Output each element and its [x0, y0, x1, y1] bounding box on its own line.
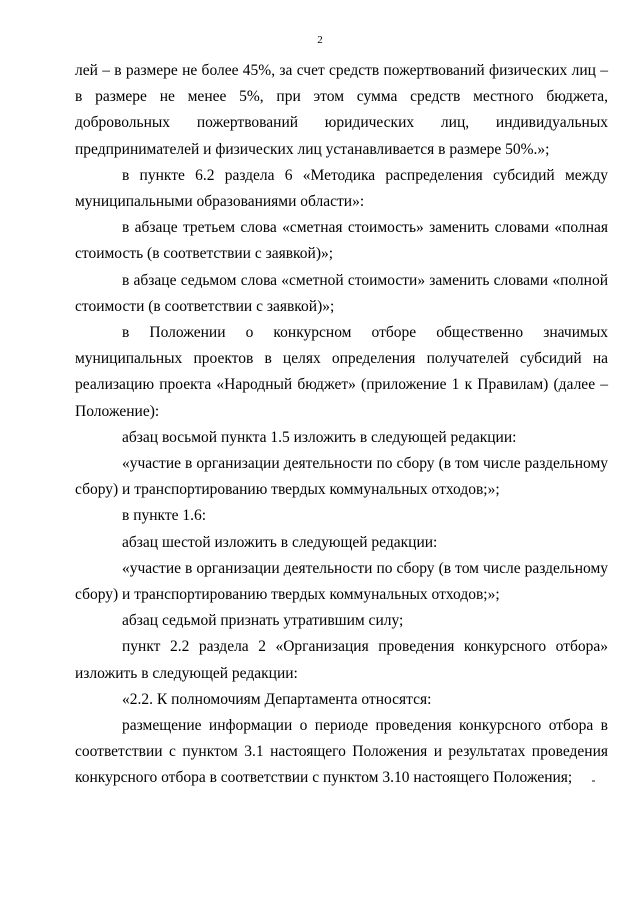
paragraph-quote: «участие в организации деятельности по сбору (в том числе раздельному сбору) и транспортированию твердых коммунальных отходов;»;	[75, 455, 608, 499]
paragraph-quote: «2.2. К полномочиям Департамента относятся:	[122, 690, 432, 708]
paragraph: в пункте 1.6:	[122, 507, 207, 525]
scan-artifact	[592, 780, 595, 782]
paragraph: абзац седьмой признать утратившим силу;	[122, 612, 404, 630]
paragraph-continuation: лей – в размере не более 45%, за счет средств пожертвований физических лиц – в размере не менее 5%, при этом сумма средств местного бюджета, добровольных пожертвований юридических лиц, индивидуальных предпринимателей и физических лиц устанавливается в размере 50%.»;	[75, 62, 608, 158]
page-number: 2	[317, 34, 323, 46]
paragraph: абзац восьмой пункта 1.5 изложить в следующей редакции:	[122, 428, 517, 446]
paragraph-quote: «участие в организации деятельности по сбору (в том числе раздельному сбору) и транспортированию твердых коммунальных отходов;»;	[75, 559, 608, 604]
paragraph: размещение информации о периоде проведения конкурсного отбора в соответствии с пунктом 3.1 настоящего Положения и результатах проведения конкурсного отбора в соответствии с пунктом 3.10 настоящего Положения;	[75, 717, 608, 787]
paragraph: в абзаце третьем слова «сметная стоимость» заменить словами «полная стоимость (в соответствии с заявкой)»;	[75, 219, 608, 263]
document-body	[75, 58, 608, 792]
paragraph: пункт 2.2 раздела 2 «Организация проведения конкурсного отбора» изложить в следующей редакции:	[75, 638, 608, 682]
paragraph: в абзаце седьмом слова «сметной стоимости» заменить словами «полной стоимости (в соответствии с заявкой)»;	[75, 271, 608, 315]
paragraph: в Положении о конкурсном отборе общественно значимых муниципальных проектов в целях определения получателей субсидий на реализацию проекта «Народный бюджет» (приложение 1 к Правилам) (далее – Положение):	[75, 324, 608, 420]
paragraph: абзац шестой изложить в следующей редакции:	[122, 533, 438, 551]
paragraph: в пункте 6.2 раздела 6 «Методика распределения субсидий между муниципальными образованиями области»:	[75, 166, 608, 211]
